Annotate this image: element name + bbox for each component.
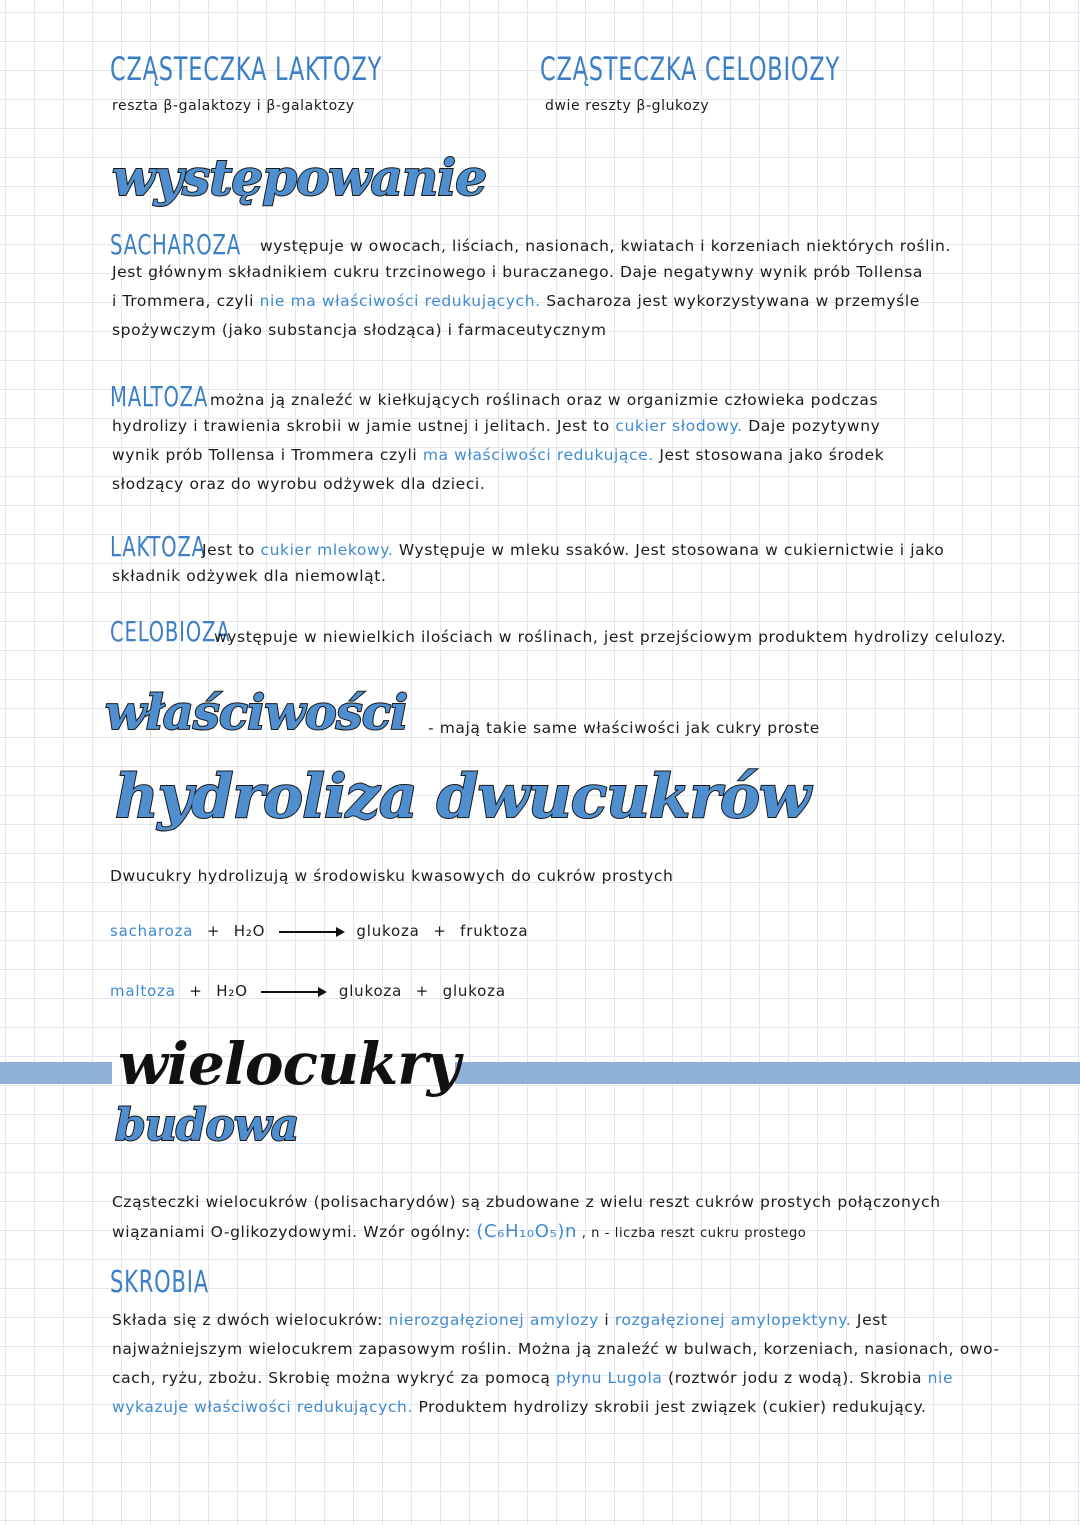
skrobia-line3 [112,1364,1000,1393]
eq1-product1: glukoza [356,922,420,940]
eq2-plus: + [189,982,203,1000]
sacharoza-line3 [112,287,923,316]
skrobia-line4-b: Produktem hydrolizy skrobii jest związek (cukier) redukujący. [412,1398,927,1416]
skrobia-line1-a: Składa się z dwóch wielocukrów: [112,1311,389,1329]
skrobia-line3-b: (roztwór jodu z wodą). Skrobia [662,1369,928,1387]
properties-note: - mają takie same właściwości jak cukry proste [428,719,820,737]
maltoza-line3 [112,441,884,470]
eq2-plus2: + [415,982,430,1000]
structure-line2-b: , n - liczba reszt cukru prostego [576,1226,807,1241]
maltoza-line2 [112,412,884,441]
reaction-arrow-icon [261,991,325,993]
skrobia-line1 [112,1306,1000,1335]
eq1-water: H₂O [233,922,266,940]
structure-line2 [112,1217,941,1248]
hydrolysis-heading: hydroliza dwucukrów [115,762,810,832]
skrobia-text [112,1306,1000,1422]
structure-line1: Cząsteczki wielocukrów (polisacharydów) są zbudowane z wielu reszt cukrów prostych połączonych [112,1193,941,1211]
skrobia-line1-mid: i [598,1311,615,1329]
sacharoza-name: SACHAROZA [110,228,241,261]
section-band-right [455,1062,1080,1084]
eq1-plus: + [206,922,221,940]
eq2-product1: glukoza [338,982,403,1000]
skrobia-line4 [112,1393,1000,1422]
sacharoza-line3-a: i Trommera, czyli [112,292,260,310]
sacharoza-line4: spożywczym (jako substancja słodząca) i farmaceutycznym [112,321,607,339]
eq2-product2: glukoza [442,982,506,1000]
celobioza-section [110,615,1007,648]
maltoza-section [110,380,884,499]
cellobiose-title: CZĄSTECZKA CELOBIOZY [540,50,840,88]
laktoza-line2: składnik odżywek dla niemowląt. [112,567,387,585]
laktoza-line1 [202,536,944,565]
sacharoza-line2: Jest głównym składnikiem cukru trzcinowego i buraczanego. Daje negatywny wynik prób Tollensa [112,263,924,281]
maltoza-line3-a: wynik prób Tollensa i Trommera czyli [112,446,423,464]
general-formula: (C₆H₁₀O₅)n [476,1221,577,1242]
lactose-subtitle: reszta β-galaktozy i β-galaktozy [112,98,355,114]
maltoza-line1: można ją znaleźć w kiełkujących roślinach oraz w organizmie człowieka podczas [210,391,879,409]
skrobia-line2: najważniejszym wielocukrem zapasowym roślin. Można ją znaleźć w bulwach, korzeniach, nasionach, owo- [112,1340,1000,1358]
equation-maltoza [110,982,506,1000]
structure-text [112,1188,941,1248]
maltoza-line2-highlight: cukier słodowy. [615,417,743,435]
maltoza-line4: słodzący oraz do wyrobu odżywek dla dzieci. [112,475,486,493]
eq1-reactant: sacharoza [110,922,194,940]
lactose-title: CZĄSTECZKA LAKTOZY [110,50,383,88]
occurrence-heading: występowanie [112,148,487,207]
structure-line2-a: wiązaniami O-glikozydowymi. Wzór ogólny: [112,1223,477,1241]
section-band-left [0,1062,112,1084]
maltoza-name: MALTOZA [110,380,209,413]
laktoza-line1-highlight: cukier mlekowy. [260,541,394,559]
eq1-product2: fruktoza [460,922,529,940]
hydrolysis-intro: Dwucukry hydrolizują w środowisku kwasowych do cukrów prostych [110,867,674,885]
reaction-arrow-icon [279,931,343,933]
skrobia-name: SKROBIA [110,1265,209,1300]
maltoza-line3-highlight: ma właściwości redukujące. [422,446,654,464]
structure-heading: budowa [115,1100,299,1151]
celobioza-line1: występuje w niewielkich ilościach w roślinach, jest przejściowym produktem hydrolizy celulozy. [214,628,1007,646]
eq1-plus2: + [433,922,447,940]
sacharoza-line1: występuje w owocach, liściach, nasionach, kwiatach i korzeniach niektórych roślin. [260,237,951,255]
sacharoza-line3-b: Sacharoza jest wykorzystywana w przemyśle [540,292,920,310]
skrobia-line1-b: Jest [851,1311,888,1329]
laktoza-section [110,530,945,591]
skrobia-line3-highlight2: nie [927,1369,954,1387]
polysaccharides-heading: wielocukry [118,1030,460,1098]
cellobiose-subtitle: dwie reszty β-glukozy [545,98,710,114]
skrobia-line1-highlight1: nierozgałęzionej amylozy [388,1311,599,1329]
skrobia-line3-a: cach, ryżu, zbożu. Skrobię można wykryć za pomocą [112,1369,556,1387]
eq2-reactant: maltoza [110,982,176,1000]
skrobia-line1-highlight2: rozgałęzionej amylopektyny. [614,1311,852,1329]
sacharoza-section [110,228,951,345]
celobioza-name: CELOBIOZA [110,615,231,648]
eq2-water: H₂O [216,982,248,1000]
properties-heading: właściwości [105,685,408,741]
laktoza-line1-a: Jest to [202,541,261,559]
skrobia-line3-highlight: płynu Lugola [556,1369,663,1387]
maltoza-line3-b: Jest stosowana jako środek [653,446,885,464]
maltoza-line2-b: Daje pozytywny [742,417,881,435]
laktoza-name: LAKTOZA [110,530,206,563]
sacharoza-line3-highlight: nie ma właściwości redukujących. [259,292,541,310]
skrobia-line4-highlight: wykazuje właściwości redukujących. [112,1398,413,1416]
equation-sacharoza [110,922,528,940]
maltoza-line2-a: hydrolizy i trawienia skrobii w jamie ustnej i jelitach. Jest to [112,417,616,435]
laktoza-line1-b: Występuje w mleku ssaków. Jest stosowana w cukiernictwie i jako [393,541,945,559]
